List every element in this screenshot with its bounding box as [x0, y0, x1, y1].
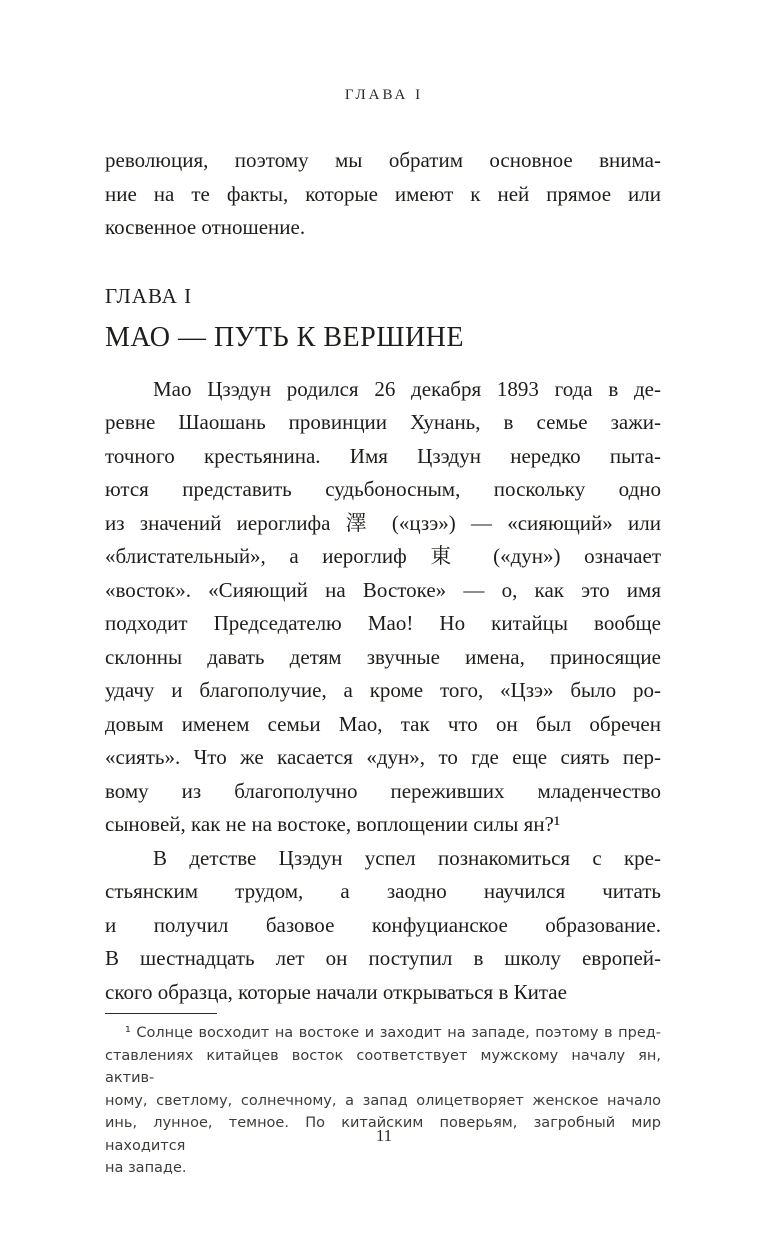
text-line: ются представить судьбоносным, поскольку одно [105, 477, 661, 501]
chapter-title: МАО — ПУТЬ К ВЕРШИНЕ [105, 321, 464, 353]
text-line: склонны давать детям звучные имена, приносящие [105, 644, 661, 669]
text-line: В детстве Цзэдун успел познакомиться с кре- [153, 845, 661, 870]
text-line: из значений иероглифа 澤 («цзэ») — «сияющий» или [105, 510, 661, 535]
text-line: и получил базовое конфуцианское образование. [105, 912, 661, 937]
text-line: подходит Председателю Мао! Но китайцы вообще [105, 611, 661, 635]
running-header: ГЛАВА I [344, 87, 424, 103]
intro-paragraph [105, 144, 661, 245]
text-line: ставлениях китайцев восток соответствует мужскому началу ян, актив- [105, 1047, 661, 1086]
text-line: «блистательный», а иероглиф 東 («дун») означает [105, 544, 661, 568]
text-line: довым именем семьи Мао, так что он был обречен [105, 711, 661, 736]
text-line: ному, светлому, солнечному, а запад олицетворяет женское начало [105, 1092, 661, 1109]
footnote [105, 1022, 661, 1180]
text-line: революция, поэтому мы обратим основное внима- [105, 148, 661, 172]
text-line: В шестнадцать лет он поступил в школу европей- [105, 946, 661, 970]
page-number: 11 [375, 1126, 393, 1145]
text-line: точного крестьянина. Имя Цзэдун нередко пыта- [105, 443, 661, 468]
footnote-divider [105, 1013, 217, 1014]
text-line: удачу и благополучие, а кроме того, «Цзэ» было ро- [105, 678, 661, 702]
page-content [0, 144, 768, 1180]
text-line: косвенное отношение. [105, 215, 306, 239]
text-line: инь, лунное, темное. По китайским поверьям, загробный мир находится [105, 1115, 661, 1154]
text-line: ние на те факты, которые имеют к ней прямое или [105, 181, 661, 206]
text-line: на западе. [105, 1160, 187, 1176]
text-line: Мао Цзэдун родился 26 декабря 1893 года в де- [153, 376, 661, 401]
text-line: ¹ Солнце восходит на востоке и заходит на западе, поэтому в пред- [125, 1025, 661, 1041]
body-paragraph-1 [105, 373, 661, 842]
text-line: «сиять». Что же касается «дун», то где еще сиять пер- [105, 745, 661, 769]
text-line: ревне Шаошань провинции Хунань, в семье зажи- [105, 410, 661, 434]
text-line: вому из благополучно переживших младенчество [105, 778, 661, 803]
text-line: ского образца, которые начали открываться в Китае [105, 979, 567, 1004]
text-line: сыновей, как не на востоке, воплощении силы ян?¹ [105, 812, 561, 836]
text-line: стьянским трудом, а заодно научился читать [105, 879, 661, 903]
body-paragraph-2 [105, 842, 661, 1010]
text-line: «восток». «Сияющий на Востоке» — о, как это имя [105, 577, 661, 602]
chapter-label: ГЛАВА I [105, 283, 193, 308]
